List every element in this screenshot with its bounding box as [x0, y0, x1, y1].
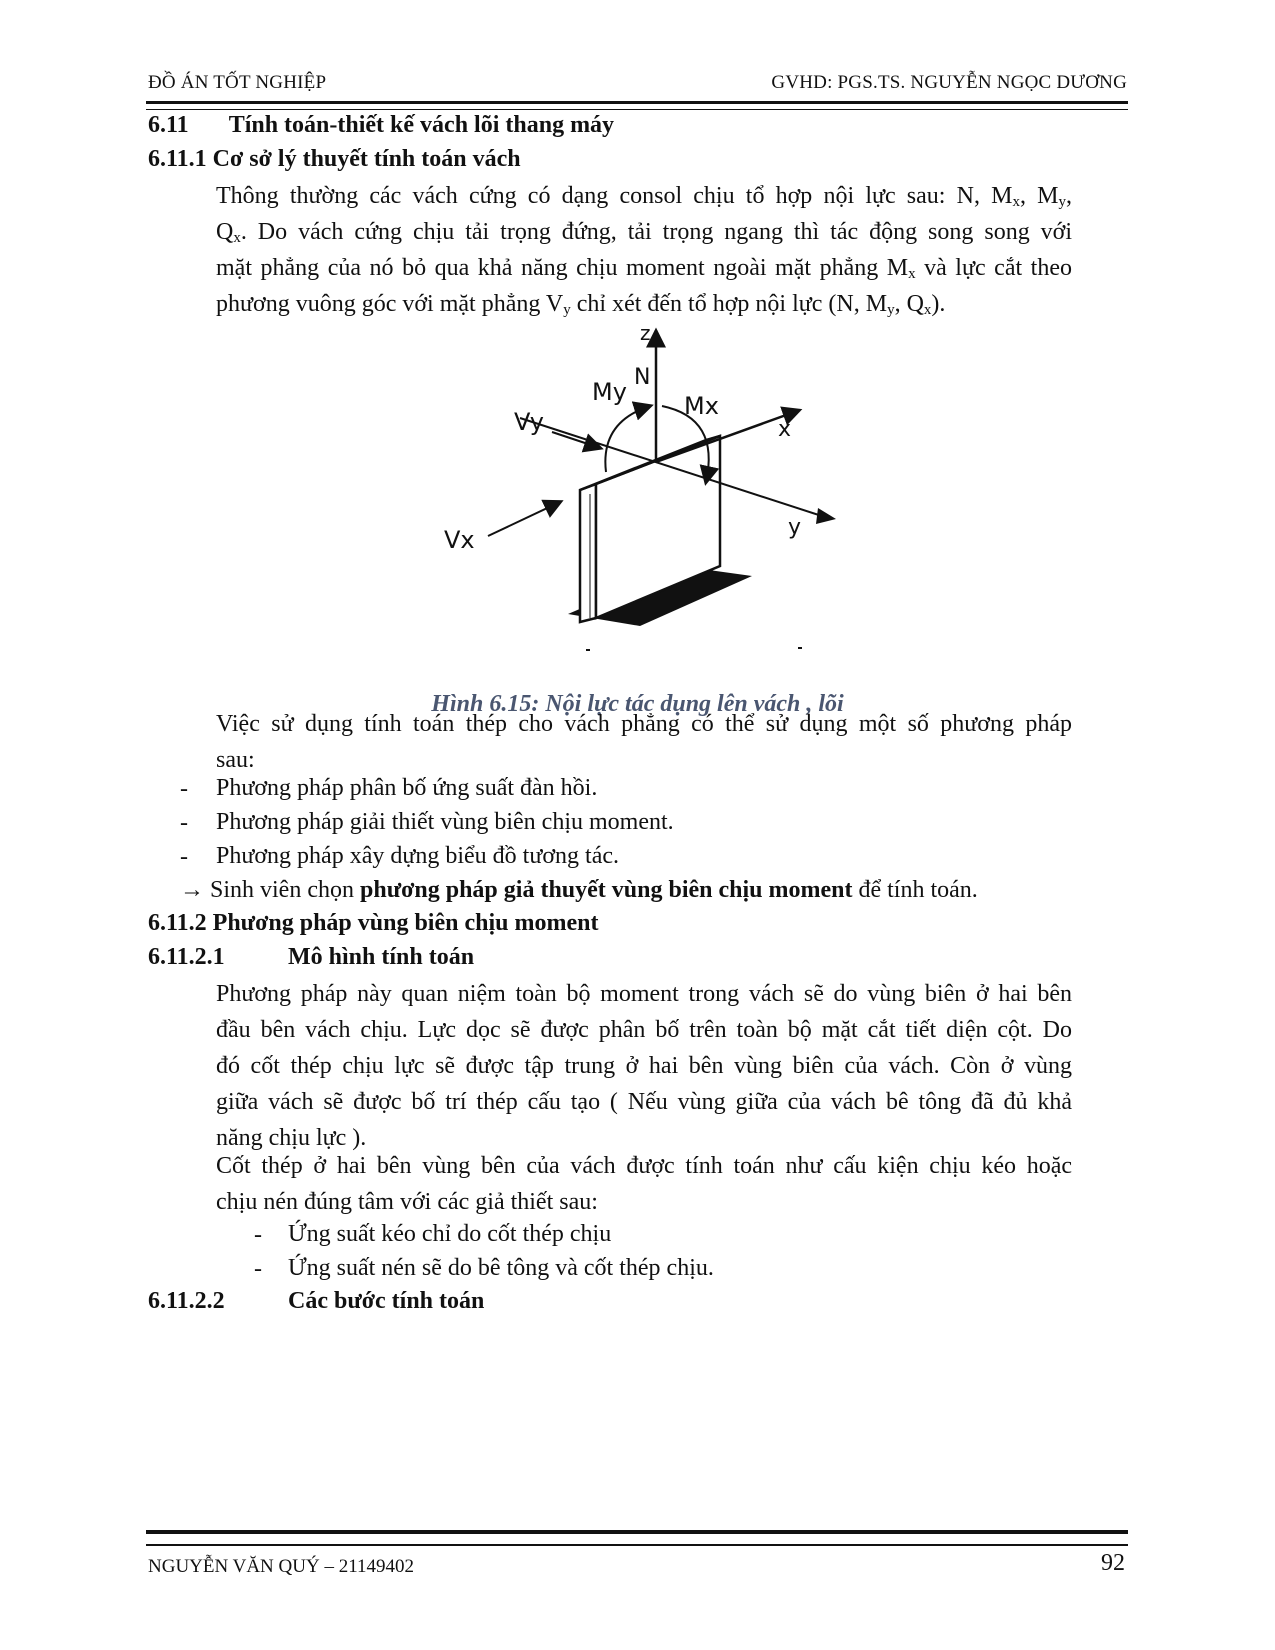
label-z: z — [640, 322, 651, 345]
label-my: My — [592, 378, 627, 406]
section-6-11-1-heading: 6.11.1 Cơ sở lý thuyết tính toán vách — [148, 146, 521, 172]
paragraph-1-line-1: Thông thường các vách cứng có dạng consol chịu tổ hợp nội lực sau: N, $M_x$, $M_y$, — [216, 183, 1073, 210]
method-2-dash: - — [180, 810, 188, 836]
assumption-2: Ứng suất nén sẽ do bê tông và cốt thép chịu. — [288, 1255, 714, 1281]
section-6-11-2-1-heading: 6.11.2.1 Mô hình tính toán — [148, 944, 475, 970]
footer-author: NGUYỄN VĂN QUÝ – 21149402 — [148, 1556, 414, 1577]
page-number: 92 — [1101, 1550, 1125, 1576]
paragraph-2-line-2: sau: — [216, 747, 255, 773]
wall-forces-figure — [440, 322, 840, 662]
vx-arrow — [488, 502, 560, 536]
section-6-11-title: Tính toán-thiết kế vách lõi thang máy — [228, 112, 615, 138]
assumption-2-dash: - — [254, 1256, 262, 1282]
paragraph-2 — [216, 706, 1072, 778]
label-n: N — [634, 365, 651, 390]
section-6-11-heading — [148, 112, 614, 139]
section-6-11-2-heading: 6.11.2 Phương pháp vùng biên chịu moment — [148, 910, 599, 936]
method-3: Phương pháp xây dựng biểu đồ tương tác. — [216, 843, 620, 869]
assumption-1-dash: - — [254, 1222, 262, 1248]
header-rule — [146, 101, 1128, 110]
paragraph-1-line-4: phương vuông góc với mặt phẳng $V_y$ chỉ xét đến tổ hợp nội lực (N, $M_y$, $Q_x$). — [216, 291, 946, 318]
label-x: x — [778, 417, 792, 442]
label-vy: Vy — [514, 408, 544, 436]
paragraph-2-line-1: Việc sử dụng tính toán thép cho vách phẳng có thể sử dụng một số phương pháp — [216, 711, 1072, 737]
paragraph-1 — [216, 178, 1072, 322]
method-1-dash: - — [180, 776, 188, 802]
assumption-1: Ứng suất kéo chỉ do cốt thép chịu — [288, 1221, 612, 1247]
header-left: ĐỒ ÁN TỐT NGHIỆP — [148, 72, 327, 93]
label-mx: Mx — [684, 392, 719, 420]
arrow-icon: → — [180, 877, 204, 903]
method-1: Phương pháp phân bố ứng suất đàn hồi. — [216, 775, 598, 801]
section-6-11-2-2-heading: 6.11.2.2 Các bước tính toán — [148, 1288, 485, 1314]
vy-arrow — [552, 432, 600, 448]
header-right: GVHD: PGS.TS. NGUYỄN NGỌC DƯƠNG — [771, 72, 1127, 93]
method-3-dash: - — [180, 844, 188, 870]
wall-front-face — [580, 484, 596, 622]
paragraph-1-line-3: mặt phẳng của nó bỏ qua khả năng chịu moment ngoài mặt phẳng $M_x$ và lực cắt theo — [216, 255, 1072, 282]
figure-caption: Hình 6.15: Nội lực tác dụng lên vách , lõi — [431, 691, 844, 717]
label-y: y — [788, 515, 802, 540]
paragraph-3: Phương pháp này quan niệm toàn bộ moment trong vách sẽ do vùng biên ở hai bên đầu bên vách chịu. Lực dọc sẽ được phân bố trên toàn bộ mặt cắt tiết diện cột. Do đó cốt thép chịu lực sẽ được tập trung ở hai bên vùng biên của vách. Còn ở vùng giữa vách sẽ được bố trí thép cấu tạo ( Nếu vùng giữa của vách bê tông đã đủ khả năng chịu lực ). — [216, 981, 1072, 1151]
paragraph-4: Cốt thép ở hai bên vùng bên của vách được tính toán như cấu kiện chịu kéo hoặc chịu nén đúng tâm với các giả thiết sau: — [216, 1153, 1072, 1215]
footer-rule — [146, 1530, 1128, 1546]
my-moment-arc — [605, 406, 650, 472]
chosen-method-line: → Sinh viên chọn phương pháp giả thuyết vùng biên chịu moment để tính toán. — [180, 877, 978, 903]
method-2: Phương pháp giải thiết vùng biên chịu moment. — [216, 809, 674, 835]
chosen-method: phương pháp giả thuyết vùng biên chịu moment — [360, 877, 853, 903]
paragraph-1-line-2: $Q_x$. Do vách cứng chịu tải trọng đứng, tải trọng ngang thì tác động song song với — [216, 219, 1072, 246]
label-vx: Vx — [444, 526, 475, 554]
section-6-11-number: 6.11 — [148, 112, 189, 138]
